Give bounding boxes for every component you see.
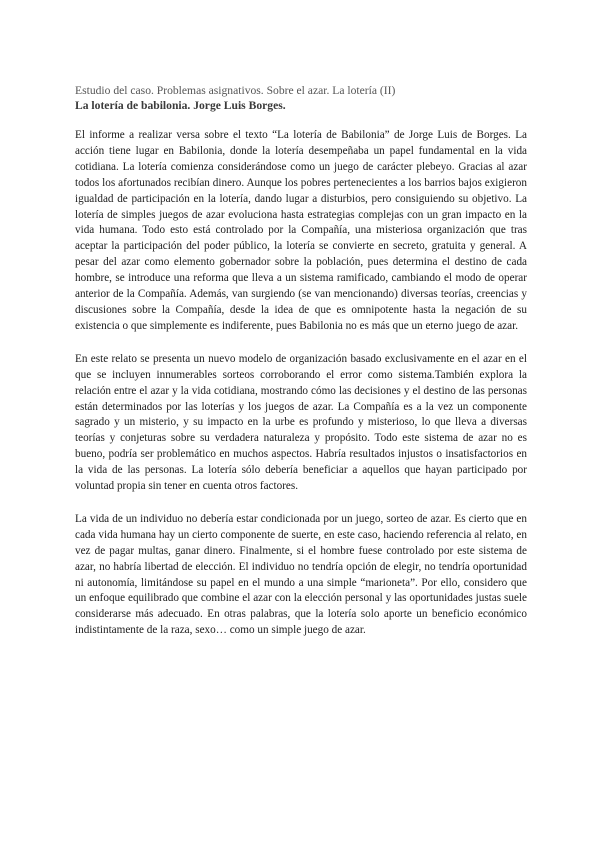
paragraph-3: La vida de un individuo no debería estar condicionada por un juego, sorteo de azar. Es cierto que en cada vida humana hay un cierto componente de suerte, en este caso, haciendo referencia al relato, en vez de pagar multas, ganar dinero. Finalmente, si el hombre fuese controlado por este sistema de azar, no habría libertad de elección. El individuo no tendría opción de elegir, no tendría oportunidad ni autonomía, limitándose su papel en el mundo a una simple “marioneta”. Por ello, considero que un enfoque equilibrado que combine el azar con la elección personal y las oportunidades justas suele considerarse más adecuado. En otras palabras, que la lotería solo aporte un beneficio económico indistintamente de la raza, sexo… como un simple juego de azar. bbox=[75, 512, 527, 637]
document-title: La lotería de babilonia. Jorge Luis Borges. bbox=[75, 99, 286, 112]
paragraph-1: El informe a realizar versa sobre el texto “La lotería de Babilonia” de Jorge Luis de Borges. La acción tiene lugar en Babilonia, donde la lotería desempeñaba un papel fundamental en la vida cotidiana. La lotería comienza considerándose como un juego de carácter plebeyo. Gracias al azar todos los afortunados recibían dinero. Aunque los pobres pertenecientes a los barrios bajos exigieron igualdad de participación en la lotería, dando lugar a disturbios, pero consiguiendo su objetivo. La lotería de simples juegos de azar evoluciona hasta estrategias complejas con un gran impacto en la vida humana. Todo esto está controlado por la Compañía, una misteriosa organización que tras aceptar la participación del poder público, la lotería se convierte en secreto, gratuita y general. A pesar del azar como elemento gobernador sobre la población, pues determina el destino de cada hombre, se introduce una reforma que lleva a un sistema ramificado, cambiando el modo de operar anterior de la Compañía. Además, van surgiendo (se van mencionando) diversas teorías, creencias y discusiones sobre la Compañía, desde la idea de que es omnipotente hasta la negación de su existencia o que simplemente es indiferente, pues Babilonia no es más que un eterno juego de azar. bbox=[75, 129, 527, 332]
document-body bbox=[75, 83, 527, 656]
document-subtitle: Estudio del caso. Problemas asignativos. Sobre el azar. La lotería (II) bbox=[75, 84, 396, 97]
paragraph-2: En este relato se presenta un nuevo modelo de organización basado exclusivamente en el azar en el que se incluyen innumerables sorteos corroborando el error como sistema.También explora la relación entre el azar y la vida cotidiana, mostrando cómo las decisiones y el destino de las personas están determinados por las loterías y los juegos de azar. La Compañía es a la vez un componente sagrado y un misterio, y su impacto en la urbe es profundo y misterioso, lo que lleva a diversas teorías y conjeturas sobre su verdadera naturaleza y propósito. Todo este sistema de azar no es bueno, podría ser problemático en muchos aspectos. Habría resultados injustos o insatisfactorios en la vida de las personas. La lotería sólo debería beneficiar a aquellos que hayan participado por voluntad propia sin tener en cuenta otros factores. bbox=[75, 352, 527, 493]
